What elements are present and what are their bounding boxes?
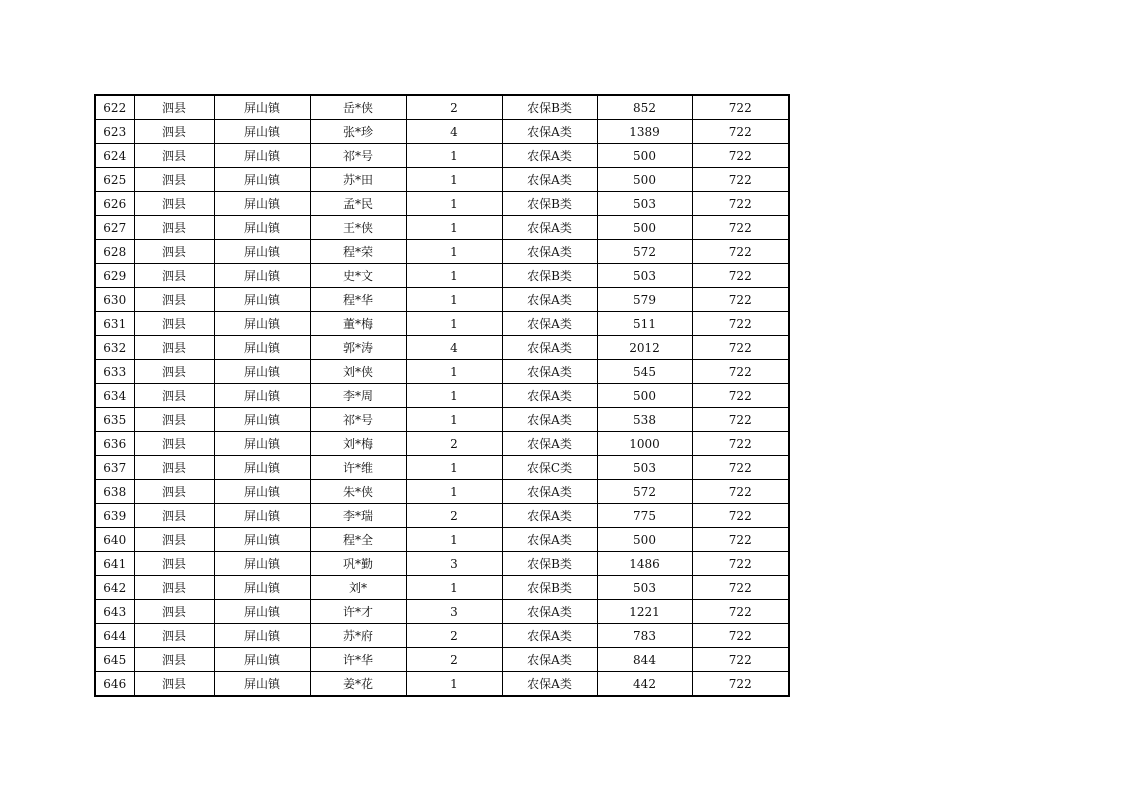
cell-county: 泗县: [134, 192, 214, 216]
cell-index: 641: [95, 552, 134, 576]
cell-category: 农保A类: [502, 144, 597, 168]
cell-standard: 722: [692, 216, 789, 240]
cell-amount: 503: [597, 576, 692, 600]
cell-amount: 2012: [597, 336, 692, 360]
table-row: [95, 456, 789, 480]
cell-category: 农保A类: [502, 120, 597, 144]
cell-amount: 572: [597, 240, 692, 264]
cell-town: 屏山镇: [214, 95, 310, 120]
cell-amount: 1389: [597, 120, 692, 144]
cell-index: 631: [95, 312, 134, 336]
cell-household-size: 1: [406, 408, 502, 432]
cell-amount: 852: [597, 95, 692, 120]
cell-index: 629: [95, 264, 134, 288]
cell-household-size: 3: [406, 552, 502, 576]
cell-name: 祁*号: [310, 408, 406, 432]
cell-index: 623: [95, 120, 134, 144]
cell-county: 泗县: [134, 504, 214, 528]
cell-name: 朱*侠: [310, 480, 406, 504]
cell-name: 祁*号: [310, 144, 406, 168]
cell-county: 泗县: [134, 384, 214, 408]
table-row: [95, 408, 789, 432]
cell-amount: 1221: [597, 600, 692, 624]
table-row: [95, 336, 789, 360]
cell-standard: 722: [692, 312, 789, 336]
cell-standard: 722: [692, 648, 789, 672]
cell-county: 泗县: [134, 95, 214, 120]
cell-town: 屏山镇: [214, 624, 310, 648]
cell-standard: 722: [692, 144, 789, 168]
cell-town: 屏山镇: [214, 432, 310, 456]
cell-household-size: 1: [406, 216, 502, 240]
cell-standard: 722: [692, 528, 789, 552]
cell-county: 泗县: [134, 120, 214, 144]
cell-town: 屏山镇: [214, 456, 310, 480]
cell-standard: 722: [692, 456, 789, 480]
cell-county: 泗县: [134, 624, 214, 648]
cell-category: 农保A类: [502, 600, 597, 624]
cell-category: 农保A类: [502, 672, 597, 697]
cell-index: 642: [95, 576, 134, 600]
cell-standard: 722: [692, 336, 789, 360]
table-row: [95, 144, 789, 168]
cell-amount: 545: [597, 360, 692, 384]
cell-index: 645: [95, 648, 134, 672]
table-row: [95, 312, 789, 336]
cell-town: 屏山镇: [214, 168, 310, 192]
cell-standard: 722: [692, 95, 789, 120]
cell-name: 许*才: [310, 600, 406, 624]
table-row: [95, 384, 789, 408]
cell-name: 许*华: [310, 648, 406, 672]
cell-town: 屏山镇: [214, 672, 310, 697]
cell-category: 农保A类: [502, 648, 597, 672]
cell-standard: 722: [692, 552, 789, 576]
cell-household-size: 1: [406, 480, 502, 504]
cell-town: 屏山镇: [214, 552, 310, 576]
table-row: [95, 672, 789, 697]
cell-amount: 783: [597, 624, 692, 648]
table-row: [95, 624, 789, 648]
cell-town: 屏山镇: [214, 144, 310, 168]
cell-household-size: 1: [406, 192, 502, 216]
cell-household-size: 1: [406, 576, 502, 600]
cell-amount: 500: [597, 144, 692, 168]
cell-amount: 511: [597, 312, 692, 336]
cell-amount: 538: [597, 408, 692, 432]
cell-category: 农保A类: [502, 360, 597, 384]
cell-county: 泗县: [134, 144, 214, 168]
cell-amount: 1000: [597, 432, 692, 456]
cell-index: 627: [95, 216, 134, 240]
cell-category: 农保A类: [502, 480, 597, 504]
cell-amount: 442: [597, 672, 692, 697]
cell-household-size: 2: [406, 624, 502, 648]
cell-county: 泗县: [134, 336, 214, 360]
cell-index: 630: [95, 288, 134, 312]
table-row: [95, 432, 789, 456]
cell-amount: 500: [597, 168, 692, 192]
table-row: [95, 120, 789, 144]
cell-amount: 503: [597, 456, 692, 480]
cell-household-size: 1: [406, 312, 502, 336]
table-row: [95, 600, 789, 624]
cell-county: 泗县: [134, 600, 214, 624]
cell-name: 岳*侠: [310, 95, 406, 120]
cell-index: 640: [95, 528, 134, 552]
cell-index: 634: [95, 384, 134, 408]
cell-category: 农保A类: [502, 240, 597, 264]
cell-category: 农保A类: [502, 336, 597, 360]
cell-county: 泗县: [134, 264, 214, 288]
cell-standard: 722: [692, 240, 789, 264]
cell-county: 泗县: [134, 360, 214, 384]
cell-name: 孟*民: [310, 192, 406, 216]
cell-index: 639: [95, 504, 134, 528]
cell-standard: 722: [692, 624, 789, 648]
cell-index: 637: [95, 456, 134, 480]
cell-household-size: 2: [406, 432, 502, 456]
cell-household-size: 1: [406, 360, 502, 384]
cell-county: 泗县: [134, 288, 214, 312]
cell-county: 泗县: [134, 312, 214, 336]
cell-index: 636: [95, 432, 134, 456]
cell-amount: 500: [597, 528, 692, 552]
cell-category: 农保A类: [502, 288, 597, 312]
cell-name: 王*侠: [310, 216, 406, 240]
cell-standard: 722: [692, 120, 789, 144]
cell-standard: 722: [692, 576, 789, 600]
cell-household-size: 4: [406, 120, 502, 144]
cell-town: 屏山镇: [214, 528, 310, 552]
cell-town: 屏山镇: [214, 312, 310, 336]
cell-standard: 722: [692, 672, 789, 697]
cell-town: 屏山镇: [214, 336, 310, 360]
cell-household-size: 1: [406, 288, 502, 312]
cell-name: 程*华: [310, 288, 406, 312]
table-row: [95, 480, 789, 504]
cell-household-size: 1: [406, 672, 502, 697]
table-row: [95, 528, 789, 552]
cell-category: 农保C类: [502, 456, 597, 480]
cell-amount: 579: [597, 288, 692, 312]
cell-category: 农保A类: [502, 504, 597, 528]
cell-amount: 503: [597, 192, 692, 216]
table-row: [95, 288, 789, 312]
cell-category: 农保B类: [502, 576, 597, 600]
cell-name: 程*荣: [310, 240, 406, 264]
document-page: [94, 94, 790, 697]
cell-index: 632: [95, 336, 134, 360]
cell-name: 郭*涛: [310, 336, 406, 360]
cell-name: 许*维: [310, 456, 406, 480]
table-body: [95, 95, 789, 696]
cell-household-size: 2: [406, 95, 502, 120]
cell-county: 泗县: [134, 408, 214, 432]
cell-town: 屏山镇: [214, 264, 310, 288]
cell-index: 635: [95, 408, 134, 432]
cell-index: 626: [95, 192, 134, 216]
cell-county: 泗县: [134, 648, 214, 672]
cell-index: 625: [95, 168, 134, 192]
cell-town: 屏山镇: [214, 120, 310, 144]
cell-standard: 722: [692, 192, 789, 216]
table-row: [95, 504, 789, 528]
cell-index: 643: [95, 600, 134, 624]
cell-amount: 500: [597, 384, 692, 408]
cell-town: 屏山镇: [214, 384, 310, 408]
cell-standard: 722: [692, 384, 789, 408]
cell-category: 农保A类: [502, 528, 597, 552]
cell-name: 苏*田: [310, 168, 406, 192]
cell-name: 巩*勤: [310, 552, 406, 576]
cell-category: 农保B类: [502, 95, 597, 120]
cell-category: 农保A类: [502, 432, 597, 456]
cell-name: 程*全: [310, 528, 406, 552]
cell-town: 屏山镇: [214, 504, 310, 528]
cell-name: 李*瑞: [310, 504, 406, 528]
cell-amount: 500: [597, 216, 692, 240]
cell-county: 泗县: [134, 552, 214, 576]
table-row: [95, 240, 789, 264]
cell-index: 644: [95, 624, 134, 648]
cell-index: 624: [95, 144, 134, 168]
table-row: [95, 360, 789, 384]
cell-category: 农保A类: [502, 384, 597, 408]
cell-category: 农保B类: [502, 192, 597, 216]
cell-household-size: 1: [406, 168, 502, 192]
cell-name: 史*文: [310, 264, 406, 288]
cell-index: 633: [95, 360, 134, 384]
cell-name: 董*梅: [310, 312, 406, 336]
cell-amount: 503: [597, 264, 692, 288]
cell-county: 泗县: [134, 216, 214, 240]
cell-name: 李*周: [310, 384, 406, 408]
table-row: [95, 216, 789, 240]
cell-amount: 572: [597, 480, 692, 504]
cell-town: 屏山镇: [214, 648, 310, 672]
cell-name: 苏*府: [310, 624, 406, 648]
cell-county: 泗县: [134, 480, 214, 504]
cell-town: 屏山镇: [214, 288, 310, 312]
cell-household-size: 3: [406, 600, 502, 624]
cell-name: 姜*花: [310, 672, 406, 697]
table-row: [95, 168, 789, 192]
table-row: [95, 576, 789, 600]
cell-name: 刘*梅: [310, 432, 406, 456]
cell-town: 屏山镇: [214, 192, 310, 216]
cell-index: 646: [95, 672, 134, 697]
cell-standard: 722: [692, 264, 789, 288]
cell-town: 屏山镇: [214, 576, 310, 600]
cell-household-size: 1: [406, 264, 502, 288]
table-row: [95, 95, 789, 120]
cell-standard: 722: [692, 360, 789, 384]
table-row: [95, 192, 789, 216]
cell-standard: 722: [692, 168, 789, 192]
cell-index: 628: [95, 240, 134, 264]
cell-amount: 775: [597, 504, 692, 528]
cell-household-size: 4: [406, 336, 502, 360]
cell-category: 农保A类: [502, 624, 597, 648]
cell-county: 泗县: [134, 576, 214, 600]
cell-town: 屏山镇: [214, 480, 310, 504]
cell-county: 泗县: [134, 240, 214, 264]
cell-county: 泗县: [134, 432, 214, 456]
cell-town: 屏山镇: [214, 600, 310, 624]
cell-household-size: 1: [406, 240, 502, 264]
cell-household-size: 1: [406, 528, 502, 552]
cell-category: 农保A类: [502, 168, 597, 192]
cell-county: 泗县: [134, 528, 214, 552]
cell-county: 泗县: [134, 168, 214, 192]
cell-category: 农保B类: [502, 264, 597, 288]
cell-household-size: 2: [406, 648, 502, 672]
cell-town: 屏山镇: [214, 216, 310, 240]
cell-household-size: 2: [406, 504, 502, 528]
cell-name: 张*珍: [310, 120, 406, 144]
cell-standard: 722: [692, 288, 789, 312]
cell-town: 屏山镇: [214, 240, 310, 264]
cell-household-size: 1: [406, 384, 502, 408]
cell-town: 屏山镇: [214, 408, 310, 432]
cell-name: 刘*侠: [310, 360, 406, 384]
cell-category: 农保A类: [502, 408, 597, 432]
cell-standard: 722: [692, 600, 789, 624]
cell-category: 农保B类: [502, 552, 597, 576]
cell-household-size: 1: [406, 456, 502, 480]
cell-county: 泗县: [134, 672, 214, 697]
cell-standard: 722: [692, 432, 789, 456]
cell-index: 638: [95, 480, 134, 504]
cell-amount: 1486: [597, 552, 692, 576]
table-row: [95, 552, 789, 576]
cell-standard: 722: [692, 480, 789, 504]
cell-town: 屏山镇: [214, 360, 310, 384]
cell-county: 泗县: [134, 456, 214, 480]
cell-standard: 722: [692, 408, 789, 432]
table-row: [95, 648, 789, 672]
cell-amount: 844: [597, 648, 692, 672]
cell-standard: 722: [692, 504, 789, 528]
data-table: [94, 94, 790, 697]
cell-index: 622: [95, 95, 134, 120]
cell-category: 农保A类: [502, 312, 597, 336]
table-row: [95, 264, 789, 288]
cell-name: 刘*: [310, 576, 406, 600]
cell-category: 农保A类: [502, 216, 597, 240]
cell-household-size: 1: [406, 144, 502, 168]
